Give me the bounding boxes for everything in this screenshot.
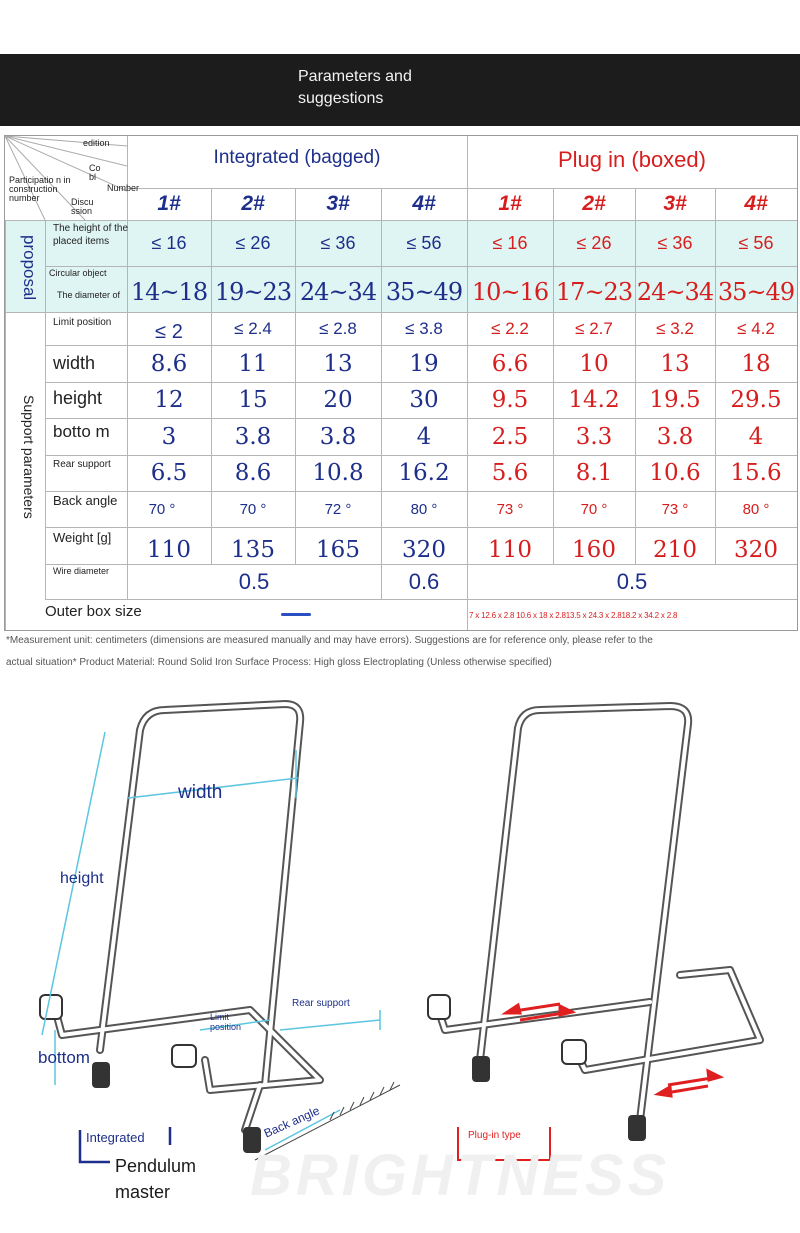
table-cell: 15.6 <box>730 460 782 486</box>
group-header-integrated: Integrated (bagged) <box>213 147 381 168</box>
table-cell: 24~34 <box>636 278 714 306</box>
table-cell: 30 <box>409 387 439 413</box>
table-cell: ≤ 2 <box>155 321 183 343</box>
table-cell: 10.6 <box>649 460 701 486</box>
table-cell: 70 ° <box>580 500 608 518</box>
table-cell: 10~16 <box>471 278 549 306</box>
table-cell: 3.8 <box>234 423 272 450</box>
label-bottom: bottom <box>38 1048 90 1067</box>
legend-plugin-type: Plug-in type <box>468 1130 521 1141</box>
table-cell: 70 ° <box>148 500 176 518</box>
table-cell: 8.6 <box>150 350 188 377</box>
table-cell: 320 <box>734 536 778 563</box>
label-width: width <box>178 782 223 803</box>
table-cell: 160 <box>572 536 616 563</box>
row-label: height <box>53 388 103 408</box>
row-label: Weight [g] <box>53 530 112 545</box>
table-cell: 5.6 <box>491 460 529 486</box>
table-cell: 210 <box>653 536 697 563</box>
table-cell: ≤ 2.8 <box>319 318 357 338</box>
table-cell: ≤ 16 <box>492 232 528 253</box>
table-cell: 80 ° <box>742 500 770 518</box>
column-header: 1# <box>157 192 181 215</box>
table-cell: ≤ 3.8 <box>405 318 443 338</box>
side-label-support: Support parameters <box>21 394 37 519</box>
table-cell: 16.2 <box>398 460 450 486</box>
legend-integrated: Integrated <box>86 1130 145 1145</box>
row-label: Limit position <box>53 317 112 328</box>
corner-cable: Co bl <box>89 163 101 182</box>
table-cell: 13 <box>323 350 353 377</box>
table-cell: 17~23 <box>555 278 633 306</box>
table-cell: 19~23 <box>214 278 292 306</box>
corner-discussion: Discu ssion <box>71 197 94 216</box>
table-cell: ≤ 26 <box>576 232 612 253</box>
footnote-line-1: *Measurement unit: centimeters (dimensions are measured manually and may have errors). Suggestions are for reference only, please refer to the <box>6 635 653 646</box>
label-limit-position: Limit position <box>210 1012 242 1032</box>
table-cell: 320 <box>402 536 446 563</box>
table-cell: ≤ 4.2 <box>737 318 775 338</box>
table-cell: 24~34 <box>299 278 377 306</box>
table-cell: 6.5 <box>150 460 188 486</box>
footnote-line-2: actual situation* Product Material: Round Solid Iron Surface Process: High gloss Electroplating (Unless otherwise specified) <box>6 657 552 668</box>
table-cell: 2.5 <box>491 423 529 450</box>
table-cell: ≤ 16 <box>151 232 187 253</box>
table-cell: 110 <box>488 536 532 563</box>
page-title: Parameters and suggestions <box>298 68 412 107</box>
table-cell: 8.1 <box>575 460 613 486</box>
row-label: botto m <box>53 422 110 441</box>
table-cell: ≤ 56 <box>406 232 442 253</box>
table-cell: 29.5 <box>730 387 782 413</box>
brand-watermark: BRIGHTNESS <box>250 1143 671 1208</box>
table-cell: 10.8 <box>312 460 364 486</box>
label-back-angle: Back angle <box>261 1103 322 1141</box>
row-label: Rear support <box>53 459 111 470</box>
column-header: 3# <box>663 192 687 215</box>
table-cell: 80 ° <box>410 500 438 518</box>
table-cell: 18 <box>741 350 771 377</box>
table-cell: 14.2 <box>568 387 620 413</box>
table-cell: ≤ 56 <box>738 232 774 253</box>
group-header-plugin: Plug in (boxed) <box>558 147 706 172</box>
table-cell: 4 <box>416 423 432 450</box>
table-cell: 73 ° <box>496 500 524 518</box>
table-cell: 19.5 <box>649 387 701 413</box>
table-cell: 15 <box>238 387 268 413</box>
side-label-proposal: proposal <box>20 235 39 301</box>
table-cell: 13 <box>660 350 690 377</box>
row-label: Outer box size <box>45 603 142 620</box>
table-cell: 0.5 <box>616 568 648 594</box>
row-label: Circular object <box>49 268 107 278</box>
table-cell: 110 <box>147 536 191 563</box>
table-cell: 6.6 <box>491 350 529 377</box>
table-cell: ≤ 2.7 <box>575 318 613 338</box>
label-rear-support: Rear support <box>292 998 350 1009</box>
corner-number: Number <box>107 183 140 193</box>
table-cell: 8.6 <box>234 460 272 486</box>
row-label: The diameter of <box>57 290 121 300</box>
corner-participation: Participatio n in construction number <box>9 175 71 203</box>
table-cell: 12 <box>154 387 184 413</box>
table-cell: 0.5 <box>238 568 270 594</box>
column-header: 2# <box>241 192 265 215</box>
corner-edition: edition <box>83 138 110 148</box>
column-header: 4# <box>412 192 436 215</box>
table-cell: ≤ 2.2 <box>491 318 529 338</box>
row-label: width <box>53 353 96 373</box>
table-cell: 72 ° <box>324 500 352 518</box>
parameters-table <box>4 135 798 631</box>
table-cell: 9.5 <box>491 387 529 413</box>
scroll-indicator <box>281 613 311 616</box>
table-cell: 35~49 <box>385 278 463 306</box>
table-cell: 14~18 <box>130 278 208 306</box>
column-header: 3# <box>326 192 350 215</box>
table-cell: 165 <box>316 536 360 563</box>
legend-pendulum-master: Pendulum master <box>115 1156 197 1202</box>
row-label: The height of the placed items <box>53 223 129 247</box>
table-cell: 3.8 <box>656 423 694 450</box>
table-cell: 10 <box>579 350 609 377</box>
label-height: height <box>60 870 104 887</box>
table-cell: 3.3 <box>575 423 613 450</box>
table-cell: 73 ° <box>661 500 689 518</box>
table-cell: ≤ 26 <box>235 232 271 253</box>
row-label: Wire diameter <box>53 566 110 576</box>
stand-illustrations <box>0 690 800 1233</box>
column-header: 1# <box>498 192 522 215</box>
table-cell: 135 <box>231 536 275 563</box>
table-cell: ≤ 36 <box>657 232 693 253</box>
table-cell: 3.8 <box>319 423 357 450</box>
table-cell: 20 <box>323 387 353 413</box>
table-cell: 3 <box>161 423 177 450</box>
table-cell: ≤ 3.2 <box>656 318 694 338</box>
table-cell: 7 x 12.6 x 2.8 10.6 x 18 x 2.813.5 x 24.3 x 2.818.2 x 34.2 x 2.8 <box>469 610 678 620</box>
table-cell: ≤ 36 <box>320 232 356 253</box>
table-cell: 11 <box>238 350 268 377</box>
table-cell: 0.6 <box>408 568 440 594</box>
table-cell: 4 <box>748 423 764 450</box>
table-cell: 70 ° <box>239 500 267 518</box>
row-label: Back angle <box>53 493 118 508</box>
table-cell: ≤ 2.4 <box>234 318 272 338</box>
column-header: 4# <box>744 192 768 215</box>
column-header: 2# <box>582 192 606 215</box>
table-cell: 35~49 <box>717 278 795 306</box>
table-cell: 19 <box>409 350 439 377</box>
